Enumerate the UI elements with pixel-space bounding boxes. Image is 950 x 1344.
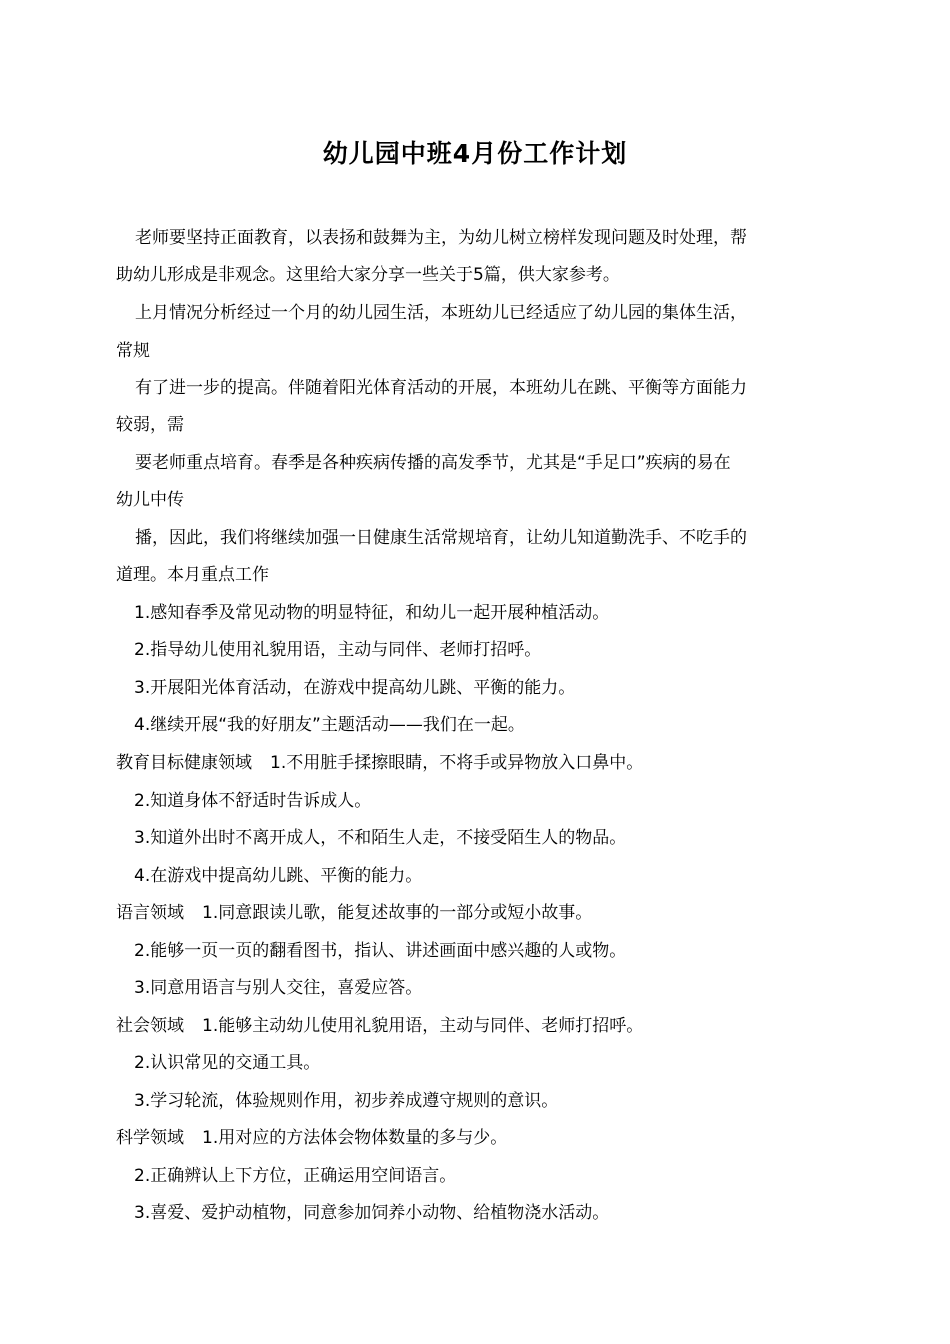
health-goal-item: 3.知道外出时不离开成人，不和陌生人走，不接受陌生人的物品。 <box>134 828 627 848</box>
paragraph-line: 常规 <box>116 341 150 361</box>
science-domain-label: 科学领域 <box>116 1128 184 1148</box>
health-domain-row <box>116 753 643 773</box>
language-domain-row <box>116 903 592 923</box>
science-domain-row <box>116 1128 507 1148</box>
social-goal-item: 1.能够主动幼儿使用礼貌用语，主动与同伴、老师打招呼。 <box>202 1016 644 1036</box>
language-domain-label: 语言领域 <box>116 903 184 923</box>
key-work-item: 2.指导幼儿使用礼貌用语，主动与同伴、老师打招呼。 <box>134 640 542 660</box>
paragraph-line: 老师要坚持正面教育，以表扬和鼓舞为主，为幼儿树立榜样发现问题及时处理，帮 <box>135 228 747 248</box>
social-goal-item: 3.学习轮流，体验规则作用，初步养成遵守规则的意识。 <box>134 1091 559 1111</box>
paragraph-line: 较弱，需 <box>116 415 184 435</box>
language-goal-item: 1.同意跟读儿歌，能复述故事的一部分或短小故事。 <box>202 903 593 923</box>
paragraph-line: 道理。本月重点工作 <box>116 565 269 585</box>
science-goal-item: 1.用对应的方法体会物体数量的多与少。 <box>202 1128 508 1148</box>
health-goal-item: 4.在游戏中提高幼儿跳、平衡的能力。 <box>134 866 423 886</box>
language-goal-item: 2.能够一页一页的翻看图书，指认、讲述画面中感兴趣的人或物。 <box>134 941 627 961</box>
paragraph-line: 幼儿中传 <box>116 490 184 510</box>
key-work-item: 1.感知春季及常见动物的明显特征，和幼儿一起开展种植活动。 <box>134 603 610 623</box>
health-goal-item: 2.知道身体不舒适时告诉成人。 <box>134 791 372 811</box>
social-domain-label: 社会领域 <box>116 1016 184 1036</box>
science-goal-item: 3.喜爱、爱护动植物，同意参加饲养小动物、给植物浇水活动。 <box>134 1203 610 1223</box>
paragraph-line: 上月情况分析经过一个月的幼儿园生活，本班幼儿已经适应了幼儿园的集体生活， <box>135 303 747 323</box>
key-work-item: 4.继续开展“我的好朋友”主题活动——我们在一起。 <box>134 715 525 735</box>
paragraph-line: 有了进一步的提高。伴随着阳光体育活动的开展，本班幼儿在跳、平衡等方面能力 <box>135 378 747 398</box>
science-goal-item: 2.正确辨认上下方位，正确运用空间语言。 <box>134 1166 457 1186</box>
language-goal-item: 3.同意用语言与别人交往，喜爱应答。 <box>134 978 423 998</box>
paragraph-line: 播，因此，我们将继续加强一日健康生活常规培育，让幼儿知道勤洗手、不吃手的 <box>135 528 747 548</box>
social-domain-row <box>116 1016 643 1036</box>
document-title: 幼儿园中班4月份工作计划 <box>322 139 628 168</box>
health-goal-item: 1.不用脏手揉擦眼睛，不将手或异物放入口鼻中。 <box>270 753 644 773</box>
paragraph-line: 要老师重点培育。春季是各种疾病传播的高发季节，尤其是“手足口”疾病的易在 <box>135 453 731 473</box>
health-domain-label: 教育目标健康领域 <box>116 753 252 773</box>
paragraph-line: 助幼儿形成是非观念。这里给大家分享一些关于5篇，供大家参考。 <box>116 265 620 285</box>
key-work-item: 3.开展阳光体育活动，在游戏中提高幼儿跳、平衡的能力。 <box>134 678 576 698</box>
social-goal-item: 2.认识常见的交通工具。 <box>134 1053 321 1073</box>
